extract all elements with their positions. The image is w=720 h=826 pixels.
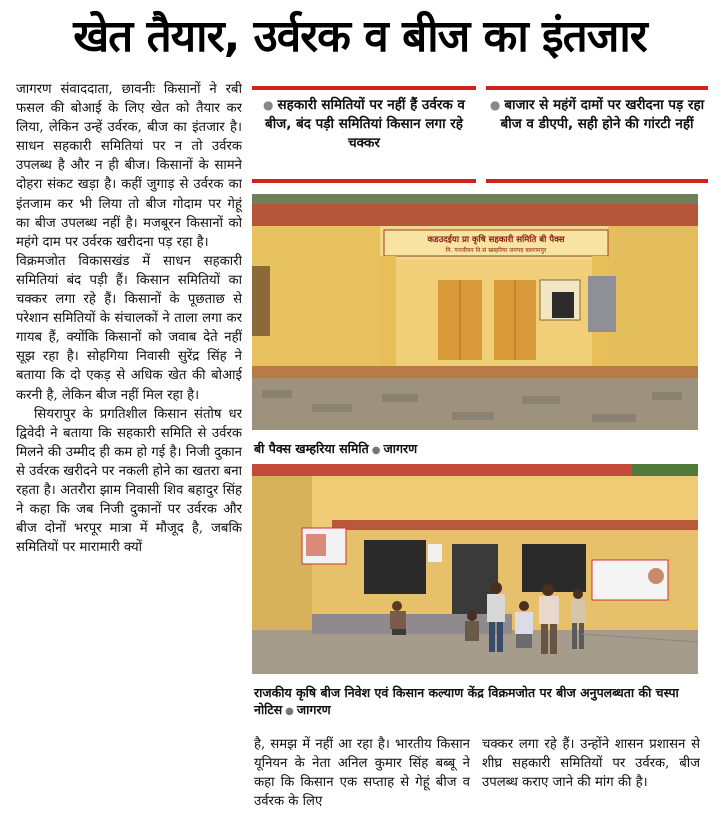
photo-2-caption-text: राजकीय कृषि बीज निवेश एवं किसान कल्याण केंद्र विक्रमजोत पर बीज अनुपलब्धता की चस्पा नोटिस <box>254 685 679 717</box>
paragraph-2: विक्रमजोत विकासखंड में साधन सहकारी समितियां बंद पड़ी हैं। किसान समितियों का चक्कर लगा रहे हैं। किसानों के पूछताछ से परेशान समितियों के संचालकों ने ताला लगा कर गायब हैं, क्योंकि किसानों को जवाब देते नहीं सूझ रहा है। सोहगिया निवासी सुरेंद्र सिंह ने बताया कि दो एकड़ से अधिक खेत की बोआई करनी है, लेकिन बीज नहीं मिल रहा है। <box>16 253 242 403</box>
photo-1-caption <box>254 440 698 458</box>
pullquote-1 <box>254 96 474 174</box>
headline: खेत तैयार, उर्वरक व बीज का इंतजार <box>73 11 647 62</box>
paragraph-1: जागरण संवाददाता, छावनीः किसानों ने रबी फसल की बोआई के लिए खेत को तैयार कर लिया, लेकिन उन्हें उर्वरक, बीज का इंतजार है। साधन सहकारी समितियां पर न तो उर्वरक उपलब्ध है और न ही बीज। किसानों के सामने दोहरा संकट खड़ा है। कहीं जुगाड़ से उर्वरक का इंतजाम कर भी लिया तो बीज गोदाम पर गेहूं का बीज उपलब्ध नहीं है। मजबूरन किसानों को महंगे दाम पर उर्वरक खरीदना पड़ रहा है। <box>16 82 242 250</box>
article-column-2 <box>254 735 470 825</box>
article-column-3 <box>482 735 700 825</box>
photo-2-caption <box>254 684 698 722</box>
bullet-icon: ● <box>489 98 501 112</box>
pullquote-1-text: सहकारी समितियों पर नहीं हैं उर्वरक व बीज, बंद पड़ी समितियां किसान लगा रहे चक्कर <box>265 97 465 151</box>
photo-seed-centre <box>252 464 698 674</box>
photo-cooperative-building <box>252 194 698 430</box>
pullquote-rule-bottom-1 <box>252 179 476 183</box>
photo-1-caption-text: बी पैक्स खम्हरिया समिति <box>254 441 369 456</box>
bullet-icon: ● <box>285 706 294 717</box>
pullquote-2-text: बाजार से महंगें दामों पर खरीदना पड़ रहा बीज व डीएपी, सही होने की गांरटी नहीं <box>500 97 705 132</box>
pullquote-rule-top-2 <box>486 86 708 90</box>
photo-2-credit: जागरण <box>296 702 331 717</box>
bullet-icon: ● <box>371 445 381 456</box>
article-column-1 <box>16 80 242 820</box>
paragraph-3: सियरापुर के प्रगतिशील किसान संतोष धर द्विवेदी ने बताया कि सहकारी समिति से उर्वरक मिलने की उम्मीद ही कम हो गई है। निजी दुकान से उर्वरक खरीदने पर नकली होने का खतरा बना रहता है। अतरौरा झाम निवासी शिव बहादुर सिंह ने कहा कि जब निजी दुकानों पर उर्वरक और बीज दोनों भरपूर मात्रा में मौजूद है, जबकि समितियों पर मारामारी क्यों <box>16 406 242 556</box>
pullquote-2 <box>488 96 706 174</box>
pullquote-rule-bottom-2 <box>486 179 708 183</box>
pullquote-rule-top-1 <box>252 86 476 90</box>
sign-text-2: नि. पञ्जीयन नि.सं खम्हरिया जनपद बलरामपुर <box>445 247 547 254</box>
bullet-icon: ● <box>263 98 274 112</box>
column-3-text: चक्कर लगा रहे हैं। उन्होंने शासन प्रशासन से शीघ्र सहकारी समितियों पर उर्वरक, बीज उपलब्ध कराए जाने की मांग की है। <box>482 737 700 791</box>
column-2-text: है, समझ में नहीं आ रहा है। भारतीय किसान यूनियन के नेता अनिल कुमार सिंह बब्बू ने कहा कि किसान एक सप्ताह से गेहूं बीज व उर्वरक के लिए <box>254 737 470 810</box>
sign-text-1: कडउदईया प्रा कृषि सहकारी समिति बी पैक्स <box>427 235 565 245</box>
photo-1-credit: जागरण <box>383 441 418 456</box>
